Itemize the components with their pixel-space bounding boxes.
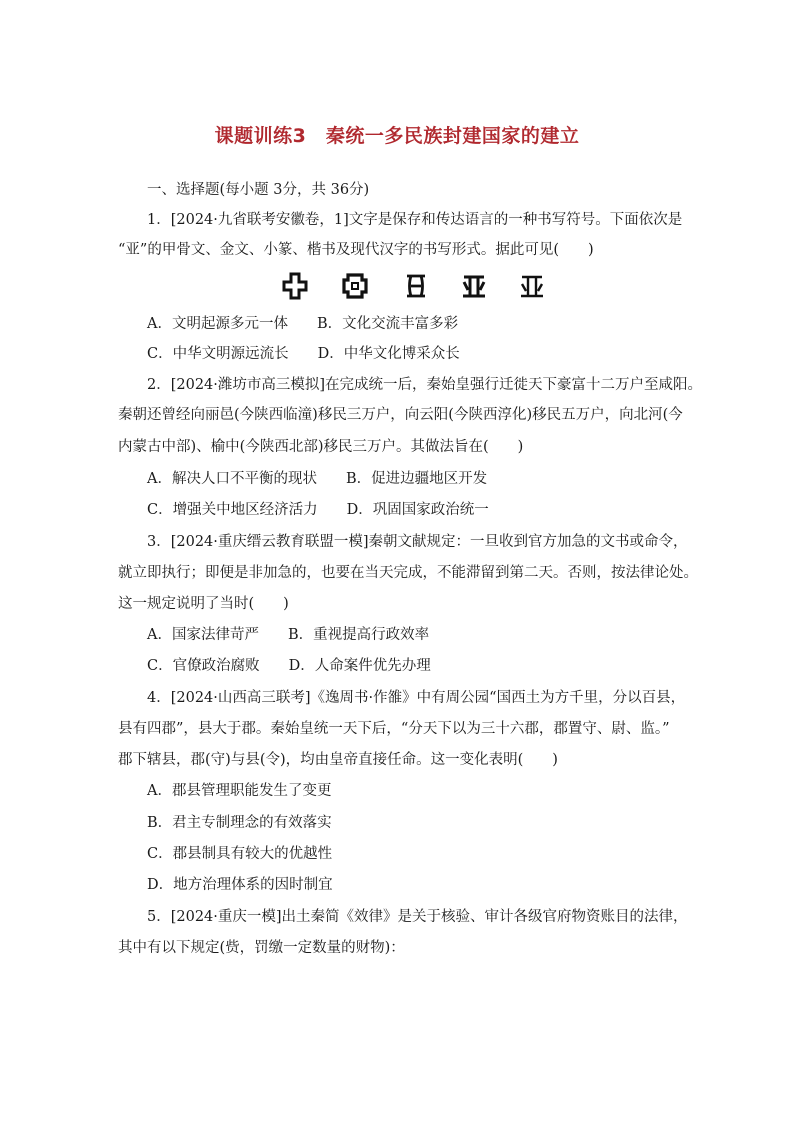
q2-options-cd: C．增强关中地区经济活力 D．巩固国家政治统一	[147, 502, 489, 518]
q4-option-c: C．郡县制具有较大的优越性	[147, 846, 333, 862]
ya-oracle-bone-icon	[282, 272, 308, 300]
section-heading: 一、选择题(每小题 3分，共 36分)	[147, 182, 370, 198]
ya-modern-icon	[518, 272, 546, 300]
q3-options-cd: C．官僚政治腐败 D．人命案件优先办理	[147, 658, 431, 674]
q3-options-ab: A．国家法律苛严 B．重视提高行政效率	[147, 627, 430, 643]
q2-stem-line-1: 2．[2024·潍坊市高三模拟]在完成统一后，秦始皇强行迁徙天下豪富十二万户至咸阳。	[147, 377, 703, 393]
q5-stem-line-2: 其中有以下规定(赀，罚缴一定数量的财物)：	[118, 940, 405, 956]
q2-stem-line-2: 秦朝还曾经向丽邑(今陕西临潼)移民三万户，向云阳(今陕西淳化)移民五万户，向北河(今	[118, 407, 683, 423]
q5-stem-line-1: 5．[2024·重庆一模]出土秦简《效律》是关于核验、审计各级官府物资账目的法律，	[147, 909, 688, 925]
q1-stem-line-1: 1．[2024·九省联考安徽卷，1]文字是保存和传达语言的一种书写符号。下面依次是	[147, 212, 683, 228]
page-title: 课题训练3 秦统一多民族封建国家的建立	[214, 125, 580, 147]
q3-stem-line-1: 3．[2024·重庆缙云教育联盟一模]秦朝文献规定：一旦收到官方加急的文书或命令，	[147, 534, 688, 550]
q4-stem-line-3: 郡下辖县，郡(守)与县(令)，均由皇帝直接任命。这一变化表明( )	[118, 752, 558, 768]
q3-stem-line-3: 这一规定说明了当时( )	[118, 596, 289, 612]
q1-options-ab: A．文明起源多元一体 B．文化交流丰富多彩	[147, 316, 459, 332]
q1-options-cd: C．中华文明源远流长 D．中华文化博采众长	[147, 346, 460, 362]
ya-regular-script-icon	[460, 272, 488, 300]
ya-small-seal-icon	[404, 272, 428, 300]
q2-options-ab: A．解决人口不平衡的现状 B．促进边疆地区开发	[147, 471, 488, 487]
q4-option-a: A．郡县管理职能发生了变更	[147, 783, 332, 799]
q4-stem-line-2: 县有四郡”，县大于郡。秦始皇统一天下后，“分天下以为三十六郡，郡置守、尉、监。”	[118, 721, 670, 737]
q2-stem-line-3: 内蒙古中部)、榆中(今陕西北部)移民三万户。其做法旨在( )	[118, 439, 524, 455]
q3-stem-line-2: 就立即执行；即便是非加急的，也要在当天完成，不能滞留到第二天。否则，按法律论处。	[118, 565, 698, 581]
q4-stem-line-1: 4．[2024·山西高三联考]《逸周书·作雒》中有周公园“国西土为方千里，分以百县，	[147, 690, 686, 706]
ya-character-forms	[276, 272, 546, 306]
q1-stem-line-2: “亚”的甲骨文、金文、小篆、楷书及现代汉字的书写形式。据此可见( )	[118, 242, 594, 258]
ya-bronze-icon	[342, 272, 368, 300]
q4-option-d: D．地方治理体系的因时制宜	[147, 877, 333, 893]
q4-option-b: B．君主专制理念的有效落实	[147, 815, 332, 831]
